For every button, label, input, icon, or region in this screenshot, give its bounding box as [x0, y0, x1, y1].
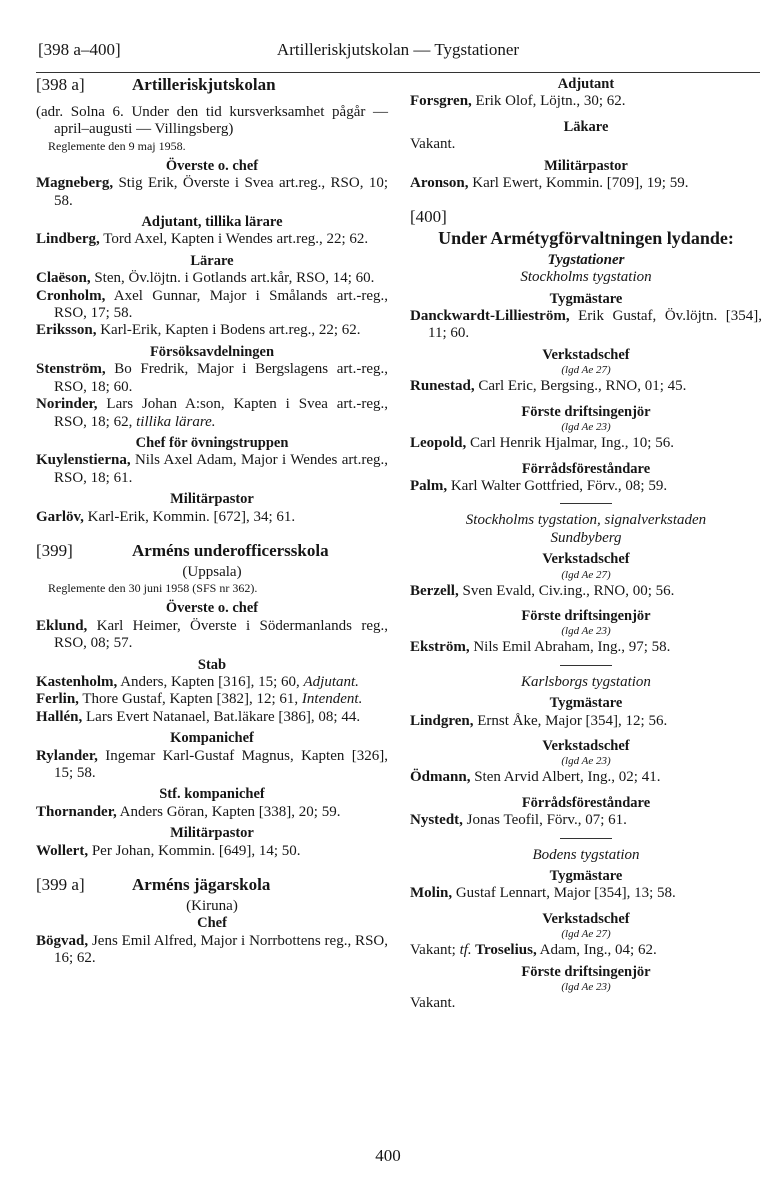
person-entry [410, 378, 762, 395]
station-name: Stockholms tygstation [520, 269, 652, 286]
person-details: Adam, Ing., 04; 62. [536, 942, 657, 959]
person-details: Anders, Kapten [316], 15; 60, [117, 673, 304, 690]
person-entry [410, 639, 762, 656]
person-name: Kuylenstierna, [36, 452, 131, 469]
person-entry [36, 361, 388, 396]
role-heading: Överste o. chef [165, 157, 259, 174]
person-name: Bögvad, [36, 932, 89, 949]
person-name: Claëson, [36, 270, 91, 287]
section-number: [399] [36, 540, 73, 560]
person-details: Sten Arvid Albert, Ing., 02; 41. [470, 769, 661, 786]
person-note: Adjutant. [303, 673, 359, 690]
person-entry [410, 478, 762, 495]
role-heading: Överste o. chef [165, 600, 259, 617]
role-heading: Förrådsföreståndare [521, 460, 651, 477]
left-column [36, 74, 388, 968]
person-details: Stig Erik, Överste i Svea art.reg., RSO, 10; 58. [54, 175, 388, 209]
person-entry [410, 308, 762, 343]
person-details: Ingemar Karl-Gustaf Magnus, Kapten [326], 15; 58. [54, 747, 388, 781]
vacancy-text: Vakant; [410, 942, 460, 959]
role-heading: Förste driftsingenjör [521, 403, 651, 420]
role-heading: Tygmästare [549, 868, 623, 884]
person-name: Eklund, [36, 617, 88, 634]
person-details: Erik Gustaf, Öv.löjtn. [354], 11; 60. [428, 308, 762, 342]
person-entry [36, 288, 388, 323]
person-name: Danckwardt-Lillieström, [410, 308, 570, 325]
person-name: Nystedt, [410, 812, 463, 829]
person-note: tillika lärare. [136, 413, 216, 430]
person-details: Axel Gunnar, Major i Smålands art.-reg., RSO, 17; 58. [54, 287, 388, 322]
person-details: Thore Gustaf, Kapten [382], 12; 61, [78, 691, 302, 708]
person-entry [36, 270, 388, 287]
person-entry [410, 812, 762, 829]
person-entry [36, 843, 388, 860]
person-details: Lars Evert Natanael, Bat.läkare [386], 08; 44. [82, 708, 361, 725]
person-details: Karl Heimer, Överste i Södermanlands reg., RSO, 08; 57. [54, 617, 388, 652]
person-entry [36, 709, 388, 726]
person-name: Aronson, [410, 175, 469, 192]
section-399-header [36, 540, 388, 564]
pay-grade: (lgd Ae 23) [561, 755, 611, 768]
person-details: Jonas Teofil, Förv., 07; 61. [462, 812, 627, 829]
person-entry [36, 396, 388, 431]
station-name: Stockholms tygstation, signalverkstaden [465, 512, 707, 529]
person-name: Lindgren, [410, 712, 474, 729]
person-name: Norinder, [36, 396, 98, 413]
person-entry [36, 933, 388, 968]
regulation-note: Reglemente den 30 juni 1958 (SFS nr 362). [48, 581, 258, 596]
person-name: Leopold, [410, 435, 467, 452]
person-entry [36, 322, 388, 339]
person-entry [410, 583, 762, 600]
person-details: Erik Olof, Löjtn., 30; 62. [471, 93, 626, 110]
role-heading: Chef [197, 915, 227, 932]
pay-grade: (lgd Ae 23) [561, 421, 611, 434]
role-heading: Verkstadschef [542, 346, 630, 363]
person-details: Anders Göran, Kapten [338], 20; 59. [116, 803, 341, 820]
person-details: Nils Emil Abraham, Ing., 97; 58. [469, 639, 671, 656]
section-title: Under Armétygförvaltningen lydande: [438, 228, 734, 249]
section-title: Artilleriskjutskolan [132, 75, 276, 94]
person-name: Eriksson, [36, 322, 97, 339]
role-heading: Chef för övningstruppen [135, 434, 289, 451]
role-heading: Adjutant [557, 76, 615, 92]
person-name: Runestad, [410, 378, 475, 395]
location: (Kiruna) [186, 898, 238, 915]
role-heading: Militärpastor [544, 157, 628, 174]
person-details: Per Johan, Kommin. [649], 14; 50. [88, 842, 301, 859]
person-name: Rylander, [36, 747, 98, 764]
person-note: Intendent. [301, 691, 363, 708]
role-heading: Tygmästare [549, 695, 623, 712]
person-entry [36, 618, 388, 653]
role-heading: Adjutant, tillika lärare [141, 214, 283, 231]
person-name: Magneberg, [36, 175, 114, 192]
section-title: Arméns jägarskola [132, 875, 271, 895]
person-name: Kastenholm, [36, 673, 118, 690]
person-name: Ferlin, [36, 691, 79, 708]
running-title: Artilleriskjutskolan — Tygstationer [276, 40, 520, 59]
person-details: Karl-Erik, Kommin. [672], 34; 61. [83, 508, 296, 525]
station-location: Sundbyberg [550, 529, 622, 546]
person-details: Jens Emil Alfred, Major i Norrbottens reg., RSO, 16; 62. [54, 932, 388, 967]
person-name: Forsgren, [410, 93, 472, 110]
role-heading: Verkstadschef [542, 737, 630, 754]
role-heading: Militärpastor [170, 491, 254, 508]
role-heading: Verkstadschef [542, 910, 630, 927]
role-heading: Militärpastor [170, 825, 254, 842]
person-entry [410, 885, 762, 902]
person-name: Stenström, [36, 361, 106, 378]
section-range: [398 a–400] [38, 40, 121, 59]
person-details: Karl Ewert, Kommin. [709], 19; 59. [468, 175, 689, 192]
person-name: Cronholm, [36, 287, 106, 304]
person-entry [410, 93, 762, 110]
person-details: Karl-Erik, Kapten i Bodens art.reg., 22; 62. [96, 322, 361, 339]
person-name: Palm, [410, 477, 448, 494]
pay-grade: (lgd Ae 27) [561, 568, 611, 581]
section-number: [399 a] [36, 875, 85, 895]
role-heading: Stab [197, 656, 227, 673]
person-entry [36, 175, 388, 210]
person-details: Karl Walter Gottfried, Förv., 08; 59. [447, 477, 668, 494]
section-400-header [410, 206, 762, 228]
person-details: Nils Axel Adam, Major i Wendes art.reg., RSO, 18; 61. [54, 452, 388, 486]
person-details: Lars Johan A:son, Kapten i Svea art.-reg., RSO, 18; 62, [54, 396, 388, 430]
running-head [38, 40, 758, 62]
acting-marker: tf. [459, 942, 472, 959]
person-details: Sven Evald, Civ.ing., RNO, 00; 56. [458, 582, 675, 599]
role-heading: Förste driftsingenjör [521, 607, 651, 624]
station-name: Bodens tygstation [532, 846, 640, 863]
separator-rule [560, 838, 612, 839]
separator-rule [560, 503, 612, 504]
address-note: (adr. Solna 6. Under den tid kursverksamhet pågår — april–augusti — Villingsberg) [36, 104, 388, 138]
vacant-entry: Vakant. [410, 995, 456, 1012]
person-entry [410, 769, 762, 786]
role-heading: Stf. kompanichef [159, 786, 265, 803]
person-name: Molin, [410, 885, 453, 902]
pay-grade: (lgd Ae 23) [561, 981, 611, 994]
vacant-entry: Vakant. [410, 136, 456, 153]
person-details: Bo Fredrik, Major i Bergslagens art.-reg., RSO, 18; 60. [54, 361, 388, 395]
person-name: Berzell, [410, 582, 459, 599]
separator-rule [560, 665, 612, 666]
role-heading: Lärare [190, 252, 234, 269]
person-details: Carl Eric, Bergsing., RNO, 01; 45. [474, 378, 687, 395]
role-heading: Förste driftsingenjör [521, 963, 651, 980]
person-name: Lindberg, [36, 231, 100, 248]
section-number: [398 a] [36, 75, 85, 94]
person-details: Carl Henrik Hjalmar, Ing., 10; 56. [466, 435, 674, 452]
person-details: Gustaf Lennart, Major [354], 13; 58. [452, 885, 676, 902]
role-heading: Kompanichef [170, 730, 254, 747]
pay-grade: (lgd Ae 27) [561, 364, 611, 377]
person-name: Wollert, [36, 842, 89, 859]
section-399a-header [36, 874, 388, 898]
role-heading: Förrådsföreståndare [521, 794, 651, 811]
person-entry [410, 713, 762, 730]
person-name: Hallén, [36, 708, 83, 725]
section-398a-header [36, 74, 388, 98]
person-entry [36, 231, 388, 248]
person-name: Troselius, [471, 942, 537, 959]
right-column [410, 74, 762, 1012]
regulation-note: Reglemente den 9 maj 1958. [48, 138, 186, 153]
section-number: [400] [410, 207, 447, 227]
person-entry [36, 691, 388, 708]
person-name: Garlöv, [36, 508, 84, 525]
header-rule [36, 72, 760, 73]
person-entry [410, 435, 762, 452]
person-entry [36, 748, 388, 783]
pay-grade: (lgd Ae 27) [561, 928, 611, 941]
page-number: 400 [375, 1146, 401, 1165]
person-details: Ernst Åke, Major [354], 12; 56. [473, 712, 668, 729]
person-name: Ekström, [410, 639, 470, 656]
role-heading: Läkare [563, 118, 609, 135]
section-title: Arméns underofficersskola [132, 540, 329, 560]
person-details: Sten, Öv.löjtn. i Gotlands art.kår, RSO, 14; 60. [90, 270, 375, 287]
person-entry [410, 942, 762, 959]
person-entry [36, 804, 388, 821]
person-details: Tord Axel, Kapten i Wendes art.reg., 22; 62. [99, 231, 369, 248]
person-name: Thornander, [36, 803, 117, 820]
subtitle: Tygstationer [547, 251, 625, 268]
location: (Uppsala) [182, 563, 242, 580]
role-heading: Verkstadschef [542, 551, 630, 568]
person-entry [36, 509, 388, 526]
station-name: Karlsborgs tygstation [521, 673, 651, 690]
person-entry [36, 674, 388, 691]
person-name: Ödmann, [410, 769, 471, 786]
person-entry [410, 175, 762, 192]
role-heading: Försöksavdelningen [149, 343, 275, 360]
pay-grade: (lgd Ae 23) [561, 625, 611, 638]
role-heading: Tygmästare [549, 290, 623, 307]
person-entry [36, 452, 388, 487]
